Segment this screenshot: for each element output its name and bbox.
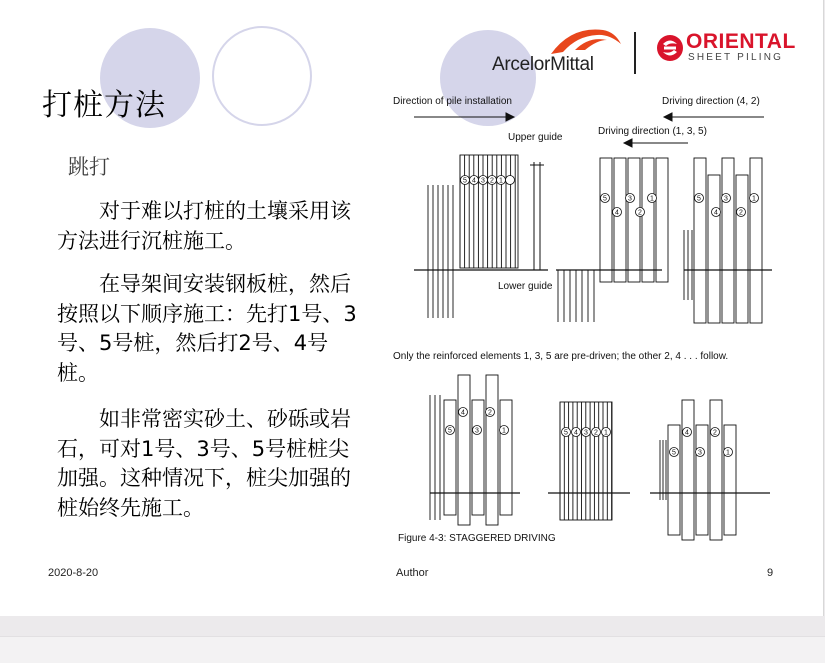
pile-number-marker [750,194,759,203]
pile-number-marker [737,208,746,217]
pile [668,425,680,535]
svg-text:1: 1 [752,195,756,203]
pile [696,425,708,535]
svg-text:5: 5 [564,429,568,437]
svg-text:1: 1 [499,177,503,185]
footer-author: Author [396,567,429,579]
svg-text:3: 3 [475,427,479,435]
slide-title: 打桩方法 [42,88,166,123]
svg-text:5: 5 [463,177,467,185]
pile [460,155,518,268]
pile-number-marker [479,176,488,185]
svg-text:1: 1 [502,427,506,435]
pile [708,175,720,323]
svg-text:4: 4 [574,429,578,437]
pile [642,158,654,282]
pile-number-marker [488,176,497,185]
pile [458,375,470,525]
svg-text:5: 5 [672,449,676,457]
pile-number-marker [459,408,468,417]
svg-text:4: 4 [461,409,465,417]
pile-number-marker [446,426,455,435]
svg-text:3: 3 [628,195,632,203]
pile-number-marker [500,426,509,435]
caption-mid: Only the reinforced elements 1, 3, 5 are pre-driven; the other 2, 4 . . . follow. [393,351,729,362]
pile-number-marker [506,176,515,185]
svg-text:1: 1 [650,195,654,203]
svg-text:3: 3 [481,177,485,185]
svg-text:4: 4 [472,177,476,185]
footer-page-number: 9 [767,567,774,579]
caption-bottom: Figure 4-3: STAGGERED DRIVING [398,533,556,544]
pile [628,158,640,282]
svg-text:2: 2 [488,409,492,417]
pile-number-marker [486,408,495,417]
label-lower-guide: Lower guide [498,281,553,292]
pile-number-marker [562,428,571,437]
pile [710,400,722,540]
svg-text:2: 2 [638,209,642,217]
pile-number-marker [626,194,635,203]
svg-text:2: 2 [594,429,598,437]
pile-number-marker [602,428,611,437]
pile-number-marker [724,448,733,457]
pile [656,158,668,282]
label-driving-135: Driving direction (1, 3, 5) [598,126,707,137]
svg-text:3: 3 [584,429,588,437]
pile-number-marker [722,194,731,203]
pile-number-marker [470,176,479,185]
svg-text:5: 5 [603,195,607,203]
footer-date: 2020-8-20 [48,567,99,579]
pile-number-marker [613,208,622,217]
oriental-logo-text: ORIENTAL [686,30,796,53]
pile [600,158,612,282]
svg-text:2: 2 [739,209,743,217]
svg-text:1: 1 [726,449,730,457]
pile-number-marker [670,448,679,457]
pile [694,158,706,323]
label-upper-guide: Upper guide [508,132,563,143]
pile-number-marker [636,208,645,217]
pile-number-marker [712,208,721,217]
svg-text:5: 5 [448,427,452,435]
pile-number-marker [461,176,470,185]
app-bottom-area [0,616,825,662]
svg-text:4: 4 [685,429,689,437]
slide-subtitle: 跳打 [68,155,110,179]
pile [614,158,626,282]
pile [472,400,484,515]
paragraph-2: 在导架间安装钢板桩，然后按照以下顺序施工：先打1号、3号、5号桩，然后打2号、4号桩。 [57,272,357,385]
pile-number-marker [473,426,482,435]
pile-number-marker [601,194,610,203]
paragraph-3: 如非常密实砂土、砂砾或岩石，可对1号、3号、5号桩桩尖加强。这种情况下，桩尖加强的桩始终先施工。 [57,407,351,520]
pile-number-marker [683,428,692,437]
pile [500,400,512,515]
pile [444,400,456,515]
pile [486,375,498,525]
label-driving-42: Driving direction (4, 2) [662,96,760,107]
svg-text:2: 2 [713,429,717,437]
pile [750,158,762,323]
oriental-logo-subtext: SHEET PILING [688,52,784,63]
paragraph-1: 对于难以打桩的土壤采用该方法进行沉桩施工。 [57,199,351,253]
svg-text:4: 4 [615,209,619,217]
svg-text:1: 1 [604,429,608,437]
svg-text:2: 2 [490,177,494,185]
pile-number-marker [711,428,720,437]
pile-number-marker [572,428,581,437]
pile-number-marker [696,448,705,457]
svg-text:3: 3 [724,195,728,203]
pile-number-marker [592,428,601,437]
pile-number-marker [582,428,591,437]
pile-number-marker [497,176,506,185]
pile [736,175,748,323]
svg-text:4: 4 [714,209,718,217]
pile [724,425,736,535]
svg-text:3: 3 [698,449,702,457]
arcelor-logo-text: ArcelorMittal [492,54,594,75]
pile-number-marker [648,194,657,203]
pile-number-marker [695,194,704,203]
label-direction-install: Direction of pile installation [393,96,512,107]
pile [722,158,734,323]
pile [682,400,694,540]
svg-text:5: 5 [697,195,701,203]
